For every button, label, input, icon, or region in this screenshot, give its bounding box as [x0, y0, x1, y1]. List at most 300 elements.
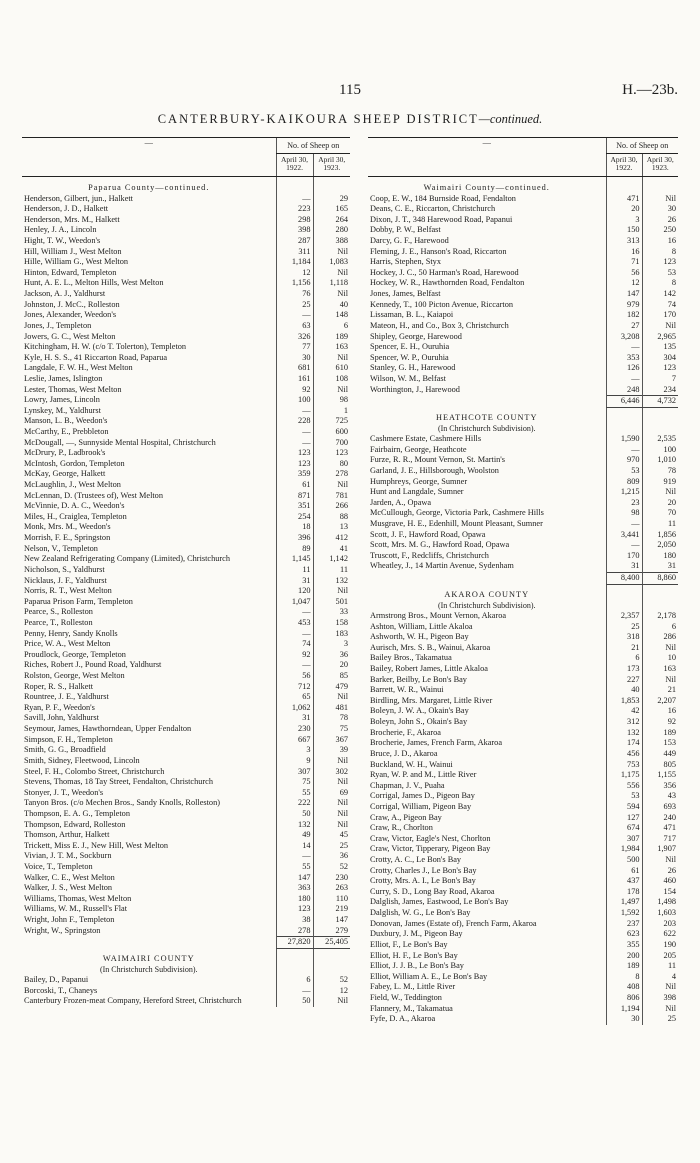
sheep-1922: 20 — [606, 204, 642, 215]
owner-name: Garland, J. E., Hillsborough, Woolston — [370, 465, 499, 475]
sheep-1923: 1,856 — [642, 530, 678, 541]
sheep-1922: 408 — [606, 982, 642, 993]
sheep-1923: 1,083 — [313, 257, 350, 268]
table-row — [22, 996, 350, 1007]
table-row — [22, 522, 350, 533]
table-row — [22, 703, 350, 714]
table-row — [368, 823, 678, 834]
sheep-1923: 230 — [313, 873, 350, 884]
owner-name: Pearce, T., Rolleston — [24, 617, 93, 627]
table-row — [368, 466, 678, 477]
sheep-1923: Nil — [313, 820, 350, 831]
table-row — [22, 975, 350, 986]
sheep-1923: 610 — [313, 363, 350, 374]
owner-name: Brocherie, F., Akaroa — [370, 727, 441, 737]
owner-name: Ryan, P. F., Weedon's — [24, 702, 95, 712]
owner-name: Savill, John, Yaldhurst — [24, 713, 99, 723]
sheep-1923: 80 — [313, 459, 350, 470]
owner-name: Truscott, F., Redcliffs, Christchurch — [370, 550, 489, 560]
owner-name: Smith, G. G., Broadfield — [24, 745, 106, 755]
sheep-1922: — — [276, 194, 313, 205]
owner-name: New Zealand Refrigerating Company (Limited), Christchurch — [24, 554, 230, 564]
owner-name: Steel, F. H., Colombo Street, Christchurch — [24, 766, 165, 776]
owner-name: Lissaman, B. L., Kaiapoi — [370, 310, 454, 320]
owner-name: Lowry, James, Lincoln — [24, 395, 100, 405]
sheep-1923: 20 — [313, 660, 350, 671]
table-row — [368, 781, 678, 792]
owner-name: Henley, J. A., Lincoln — [24, 225, 97, 235]
sheep-1922: 147 — [606, 289, 642, 300]
section-subheading — [368, 424, 678, 434]
sheep-1923: 189 — [313, 332, 350, 343]
sheep-1923: 460 — [642, 876, 678, 887]
sheep-1923: 98 — [313, 395, 350, 406]
sheep-1923: Nil — [313, 756, 350, 767]
sheep-1922: 871 — [276, 491, 313, 502]
table-row — [368, 363, 678, 374]
sheep-1923: 250 — [642, 225, 678, 236]
sheep-1923: 21 — [642, 685, 678, 696]
owner-name: Elliot, J. J. B., Le Bon's Bay — [370, 961, 464, 971]
sheep-1923: Nil — [313, 247, 350, 258]
sheep-1923: 108 — [313, 374, 350, 385]
table-row — [22, 278, 350, 289]
table-row — [368, 215, 678, 226]
sheep-1922: — — [276, 406, 313, 417]
table-row — [368, 257, 678, 268]
owner-name: Dalglish, James, Eastwood, Le Bon's Bay — [370, 897, 509, 907]
table-row — [22, 820, 350, 831]
sheep-1922: 55 — [276, 862, 313, 873]
sheep-1923: 1,142 — [313, 554, 350, 565]
sheep-1923: 263 — [313, 883, 350, 894]
table-row — [22, 332, 350, 343]
sheep-1923: 481 — [313, 703, 350, 714]
total-label — [368, 573, 606, 585]
owner-name: Morrish, F. E., Springston — [24, 533, 111, 543]
owner-name: Kyle, H. S. S., 41 Riccarton Road, Paparua — [24, 352, 168, 362]
sheep-1923: 180 — [642, 551, 678, 562]
sheep-1923: 919 — [642, 477, 678, 488]
document-reference: H.—23b. — [622, 82, 678, 98]
sheep-1922: 71 — [606, 257, 642, 268]
table-row — [368, 940, 678, 951]
table-row — [22, 416, 350, 427]
date-1923-header: April 30, 1923. — [642, 154, 678, 177]
table-row — [22, 586, 350, 597]
sheep-1923: 234 — [642, 385, 678, 396]
owner-name: Cashmere Estate, Cashmere Hills — [370, 434, 482, 444]
owner-name: Bruce, J. D., Akaroa — [370, 748, 438, 758]
table-row — [368, 455, 678, 466]
owner-name: Fleming, J. E., Hanson's Road, Riccarton — [370, 246, 507, 256]
sheep-1923: 147 — [313, 915, 350, 926]
table-row — [368, 247, 678, 258]
sheep-count-header: No. of Sheep on — [606, 138, 678, 154]
table-row — [22, 427, 350, 438]
sheep-1923: Nil — [642, 194, 678, 205]
sheep-1922: 38 — [276, 915, 313, 926]
table-row — [368, 204, 678, 215]
county-heading: HEATHCOTE COUNTY — [436, 413, 538, 423]
sheep-1923: Nil — [313, 798, 350, 809]
sheep-1922: 396 — [276, 533, 313, 544]
owner-name: Crotty, Charles J., Le Bon's Bay — [370, 865, 477, 875]
owner-name: Norris, R. T., West Melton — [24, 586, 112, 596]
table-row — [368, 561, 678, 572]
table-row — [22, 480, 350, 491]
right-column — [368, 137, 678, 1025]
owner-name: Brocherie, James, French Farm, Akaroa — [370, 738, 503, 748]
owner-name: Boleyn, J. W. A., Okain's Bay — [370, 706, 469, 716]
sheep-1922: 674 — [606, 823, 642, 834]
owner-name: Corrigal, James D., Pigeon Bay — [370, 791, 475, 801]
owner-name: Nelson, V., Templeton — [24, 543, 98, 553]
sheep-1923: 479 — [313, 682, 350, 693]
table-row — [22, 851, 350, 862]
owner-name: Leslie, James, Islington — [24, 373, 103, 383]
sheep-1922: 623 — [606, 929, 642, 940]
sheep-1923: 163 — [313, 342, 350, 353]
table-row — [368, 696, 678, 707]
table-row — [368, 855, 678, 866]
sheep-1922: 56 — [276, 671, 313, 682]
sheep-1922: 16 — [606, 247, 642, 258]
sheep-1923: 781 — [313, 491, 350, 502]
sheep-1922: 313 — [606, 236, 642, 247]
table-row — [22, 215, 350, 226]
owner-name: Fyfe, D. A., Akaroa — [370, 1014, 436, 1024]
owner-name: Fairbairn, George, Heathcote — [370, 444, 467, 454]
sheep-1922: 173 — [606, 664, 642, 675]
table-row — [368, 445, 678, 456]
table-row — [368, 498, 678, 509]
total-1923: 25,405 — [313, 937, 350, 949]
sheep-1922: 18 — [276, 522, 313, 533]
owner-name: Dobby, P. W., Belfast — [370, 225, 441, 235]
sheep-1923: 100 — [642, 445, 678, 456]
table-row — [22, 607, 350, 618]
sheep-1922: 98 — [606, 508, 642, 519]
table-row — [22, 300, 350, 311]
total-1923: 8,860 — [642, 573, 678, 585]
sheep-1922: 1,592 — [606, 908, 642, 919]
owner-name: Penny, Henry, Sandy Knolls — [24, 628, 118, 638]
sheep-1922: 979 — [606, 300, 642, 311]
sheep-1922: 31 — [276, 576, 313, 587]
section-heading — [22, 176, 350, 193]
sheep-1922: 25 — [276, 300, 313, 311]
owner-name: McDrury, P., Ladbrook's — [24, 448, 106, 458]
sheep-1923: 123 — [313, 448, 350, 459]
sheep-1922: 809 — [606, 477, 642, 488]
table-row — [368, 540, 678, 551]
sheep-1923: 78 — [642, 466, 678, 477]
sheep-1923: 356 — [642, 781, 678, 792]
table-row — [368, 194, 678, 205]
sheep-1922: 667 — [276, 735, 313, 746]
total-1922: 6,446 — [606, 396, 642, 408]
sheep-1922: 1,215 — [606, 487, 642, 498]
sheep-1922: 75 — [276, 777, 313, 788]
sheep-1922: 318 — [606, 632, 642, 643]
sheep-1922: 254 — [276, 512, 313, 523]
table-row — [368, 643, 678, 654]
owner-name: McDougall, —, Sunnyside Mental Hospital, Christchurch — [24, 437, 216, 447]
sheep-1923: 85 — [313, 671, 350, 682]
sheep-1922: 237 — [606, 919, 642, 930]
sheep-1923: Nil — [313, 353, 350, 364]
sheep-1923: 1,603 — [642, 908, 678, 919]
owner-name: Duxbury, J. M., Pigeon Bay — [370, 929, 463, 939]
table-row — [368, 278, 678, 289]
owner-name: Vivian, J. T. M., Sockburn — [24, 851, 112, 861]
owner-name: Wilson, W. M., Belfast — [370, 373, 446, 383]
table-row — [368, 374, 678, 385]
right-table-body — [368, 176, 678, 1024]
table-row — [22, 491, 350, 502]
district-title — [0, 112, 700, 127]
sheep-1922: — — [276, 986, 313, 997]
sheep-1922: — — [276, 310, 313, 321]
table-row — [368, 844, 678, 855]
owner-name: Buckland, W. H., Wainui — [370, 759, 453, 769]
table-row — [22, 713, 350, 724]
owner-name: Dalglish, W. G., Le Bon's Bay — [370, 908, 471, 918]
table-row — [368, 876, 678, 887]
sheep-1923: 20 — [642, 498, 678, 509]
table-row — [22, 735, 350, 746]
table-row — [22, 565, 350, 576]
sheep-1923: 219 — [313, 904, 350, 915]
sheep-1922: 30 — [606, 1014, 642, 1025]
table-row — [22, 406, 350, 417]
sheep-1922: 27 — [606, 321, 642, 332]
owner-name: Donovan, James (Estate of), French Farm, Akaroa — [370, 918, 537, 928]
page-number: 115 — [339, 82, 361, 98]
sheep-1922: 49 — [276, 830, 313, 841]
sheep-1923: 1 — [313, 406, 350, 417]
table-row — [22, 469, 350, 480]
sheep-1922: 500 — [606, 855, 642, 866]
sheep-1922: 8 — [606, 972, 642, 983]
sheep-1923: 2,965 — [642, 332, 678, 343]
sheep-1922: 132 — [276, 820, 313, 831]
table-row — [368, 961, 678, 972]
table-row — [22, 629, 350, 640]
owner-name: Hinton, Edward, Templeton — [24, 267, 117, 277]
sheep-1922: 2,357 — [606, 611, 642, 622]
sheep-1922: 1,853 — [606, 696, 642, 707]
sheep-1922: 180 — [276, 894, 313, 905]
sheep-1923: 39 — [313, 745, 350, 756]
table-row — [368, 385, 678, 396]
total-row — [22, 937, 350, 949]
table-row — [368, 530, 678, 541]
sheep-1923: 205 — [642, 951, 678, 962]
table-row — [22, 576, 350, 587]
sheep-1923: 1,010 — [642, 455, 678, 466]
owner-name: Jones, James, Belfast — [370, 289, 441, 299]
owner-name: Humphreys, George, Sumner — [370, 476, 468, 486]
owner-name: Spencer, W. P., Ouruhia — [370, 352, 449, 362]
table-row — [368, 622, 678, 633]
sheep-1923: 165 — [313, 204, 350, 215]
sheep-1922: 3 — [606, 215, 642, 226]
section-heading — [22, 948, 350, 965]
owner-name: Crotty, Mrs. A. I., Le Bon's Bay — [370, 876, 476, 886]
table-row — [22, 756, 350, 767]
table-row — [368, 300, 678, 311]
table-row — [22, 618, 350, 629]
owner-name: Chapman, J. V., Puaha — [370, 780, 445, 790]
table-row — [22, 247, 350, 258]
sheep-1922: 40 — [606, 685, 642, 696]
owner-name: Monk, Mrs. M., Weedon's — [24, 522, 111, 532]
date-1922-header: April 30, 1922. — [276, 154, 313, 177]
sheep-1923: Nil — [642, 1004, 678, 1015]
owner-name: Langdale, F. W. H., West Melton — [24, 363, 133, 373]
table-row — [368, 332, 678, 343]
owner-name: Seymour, James, Hawthorndean, Upper Fendalton — [24, 724, 192, 734]
table-row — [22, 310, 350, 321]
sheep-1923: 88 — [313, 512, 350, 523]
table-row — [22, 660, 350, 671]
total-label — [368, 396, 606, 408]
sheep-1922: 76 — [276, 289, 313, 300]
name-header: — — [22, 138, 276, 177]
owner-name: Bailey, D., Papanui — [24, 975, 89, 985]
sheep-1923: 190 — [642, 940, 678, 951]
sheep-1922: 123 — [276, 904, 313, 915]
sheep-1922: 298 — [276, 215, 313, 226]
table-row — [22, 374, 350, 385]
left-column — [22, 137, 350, 1007]
county-heading: Paparua County—continued. — [88, 182, 210, 192]
table-row — [368, 434, 678, 445]
subdivision-note: (In Christchurch Subdivision). — [437, 423, 536, 433]
sheep-1922: 806 — [606, 993, 642, 1004]
sheep-1922: 3,208 — [606, 332, 642, 343]
total-row — [368, 573, 678, 585]
sheep-1923: 53 — [642, 268, 678, 279]
sheep-1922: 311 — [276, 247, 313, 258]
owner-name: Bailey, Robert James, Little Akaloa — [370, 664, 488, 674]
table-row — [368, 929, 678, 940]
table-row — [22, 353, 350, 364]
sheep-1923: Nil — [313, 385, 350, 396]
owner-name: Elliot, F., Le Bon's Bay — [370, 939, 448, 949]
sheep-1922: — — [606, 374, 642, 385]
sheep-1923: Nil — [313, 996, 350, 1007]
owner-name: Roper, R. S., Halkett — [24, 681, 94, 691]
owner-name: Thompson, Edward, Rolleston — [24, 819, 126, 829]
owner-name: Paparua Prison Farm, Templeton — [24, 596, 133, 606]
sheep-1923: 163 — [642, 664, 678, 675]
sheep-1923: 183 — [313, 629, 350, 640]
owner-name: Manson, L. B., Weedon's — [24, 416, 108, 426]
sheep-1923: Nil — [642, 982, 678, 993]
sheep-1923: 36 — [313, 650, 350, 661]
sheep-1923: 154 — [642, 887, 678, 898]
sheep-1923: 74 — [642, 300, 678, 311]
table-row — [22, 904, 350, 915]
table-row — [22, 268, 350, 279]
sheep-1923: 622 — [642, 929, 678, 940]
owner-name: Henderson, Gilbert, jun., Halkett — [24, 193, 133, 203]
sheep-1923: 2,535 — [642, 434, 678, 445]
sheep-1923: 13 — [313, 522, 350, 533]
owner-name: Voice, T., Templeton — [24, 861, 93, 871]
sheep-1923: 725 — [313, 416, 350, 427]
sheep-1923: 304 — [642, 353, 678, 364]
subdivision-note: (In Christchurch Subdivision). — [437, 600, 536, 610]
table-row — [22, 841, 350, 852]
sheep-1922: 50 — [276, 809, 313, 820]
sheep-1923: 471 — [642, 823, 678, 834]
sheep-1923: 123 — [642, 363, 678, 374]
owner-name: Canterbury Frozen-meat Company, Hereford Street, Christchurch — [24, 996, 242, 1006]
sheep-1922: 398 — [276, 225, 313, 236]
sheep-1923: 717 — [642, 834, 678, 845]
sheep-1923: 40 — [313, 300, 350, 311]
owner-name: Williams, Thomas, West Melton — [24, 893, 132, 903]
table-row — [368, 685, 678, 696]
sheep-1922: 1,590 — [606, 434, 642, 445]
sheep-1922: 3 — [276, 745, 313, 756]
sheep-1923: 1,498 — [642, 897, 678, 908]
owner-name: Barker, Beilby, Le Bon's Bay — [370, 674, 467, 684]
sheep-1922: 14 — [276, 841, 313, 852]
sheep-1923: 700 — [313, 438, 350, 449]
sheep-1923: 11 — [642, 961, 678, 972]
table-row — [368, 1004, 678, 1015]
sheep-1922: — — [276, 629, 313, 640]
table-row — [368, 508, 678, 519]
sheep-1922: 307 — [276, 767, 313, 778]
owner-name: Walker, C. E., West Melton — [24, 872, 115, 882]
owner-name: Barrett, W. R., Wainui — [370, 685, 444, 695]
sheep-1922: 1,047 — [276, 597, 313, 608]
sheep-1922: 161 — [276, 374, 313, 385]
owner-name: Williams, W. M., Russell's Flat — [24, 904, 128, 914]
sheep-1922: 222 — [276, 798, 313, 809]
sheep-1922: 753 — [606, 760, 642, 771]
table-row — [368, 236, 678, 247]
sheep-1923: Nil — [642, 321, 678, 332]
table-row — [22, 724, 350, 735]
sheep-table-right — [368, 137, 678, 1025]
sheep-1922: 6 — [606, 653, 642, 664]
sheep-1922: 63 — [276, 321, 313, 332]
sheep-1922: 11 — [276, 565, 313, 576]
sheep-1922: — — [606, 519, 642, 530]
owner-name: Thomson, Arthur, Halkett — [24, 830, 110, 840]
sheep-1922: 30 — [276, 353, 313, 364]
table-row — [368, 487, 678, 498]
owner-name: Armstrong Bros., Mount Vernon, Akaroa — [370, 611, 507, 620]
sheep-1923: Nil — [642, 855, 678, 866]
owner-name: McCullough, George, Victoria Park, Cashmere Hills — [370, 508, 544, 518]
sheep-1922: 31 — [606, 561, 642, 572]
table-row — [22, 639, 350, 650]
table-row — [22, 926, 350, 937]
sheep-1923: 3 — [313, 639, 350, 650]
owner-name: Hockey, J. C., 50 Harman's Road, Harewood — [370, 267, 519, 277]
sheep-1922: 248 — [606, 385, 642, 396]
table-row — [368, 664, 678, 675]
sheep-1923: 2,207 — [642, 696, 678, 707]
